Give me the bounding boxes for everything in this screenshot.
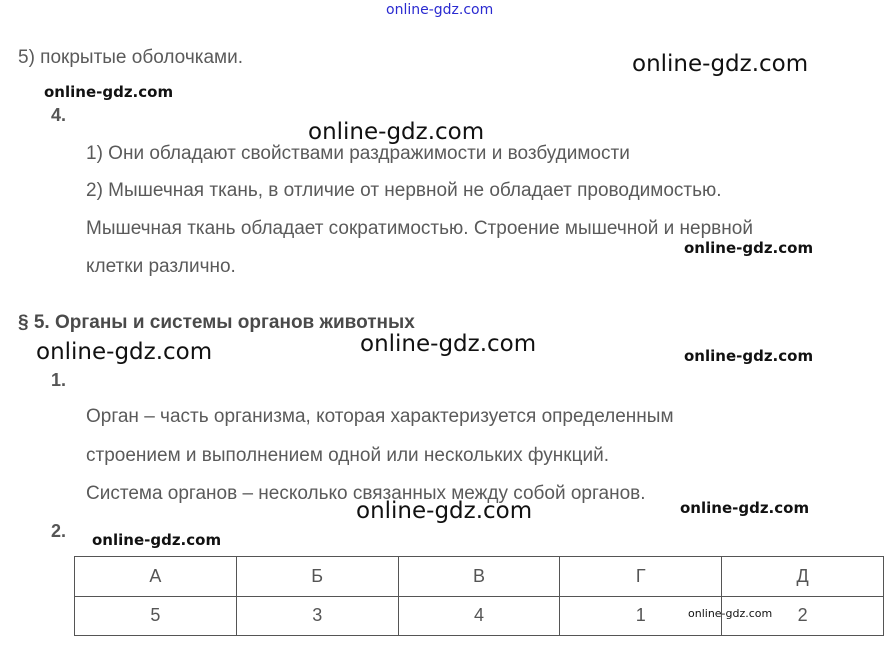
watermark: online-gdz.com (680, 499, 810, 517)
watermark: online-gdz.com (356, 498, 533, 524)
question-number: 1. (51, 370, 67, 390)
table-header-row (75, 557, 884, 597)
answer-line: строением и выполнением одной или нескольких функций. (86, 445, 609, 466)
watermark: online-gdz.com (684, 239, 814, 257)
answer-line: Мышечная ткань обладает сократимостью. Строение мышечной и нервной (86, 218, 753, 239)
answer-line: 2) Мышечная ткань, в отличие от нервной не обладает проводимостью. (86, 180, 722, 201)
answer-line: Орган – часть организма, которая характеризуется определенным (86, 406, 674, 427)
question-number: 4. (51, 105, 67, 125)
answer-line: 1) Они обладают свойствами раздражимости и возбудимости (86, 143, 630, 164)
section-title: § 5. Органы и системы органов животных (18, 312, 415, 333)
table-header-cell: Д (722, 557, 884, 597)
table-cell: 1 (560, 596, 722, 636)
table-header-cell: Б (236, 557, 398, 597)
table-cell: 5 (75, 596, 237, 636)
watermark: online-gdz.com (92, 531, 222, 549)
watermark: online-gdz.com (632, 51, 809, 77)
watermark: online-gdz.com (688, 607, 773, 620)
question-number: 2. (51, 521, 67, 541)
answer-line: Система органов – несколько связанных между собой органов. (86, 483, 646, 504)
table-cell: 4 (398, 596, 560, 636)
answer-table (74, 556, 884, 636)
table-header-cell: А (75, 557, 237, 597)
watermark: online-gdz.com (44, 83, 174, 101)
prev-item-5: 5) покрытые оболочками. (18, 47, 243, 68)
answer-line: клетки различно. (86, 256, 236, 277)
table-cell: 2 (722, 596, 884, 636)
watermark-top: online-gdz.com (386, 2, 494, 18)
watermark: online-gdz.com (308, 119, 485, 145)
watermark: online-gdz.com (684, 347, 814, 365)
table-header-cell: Г (560, 557, 722, 597)
watermark: online-gdz.com (360, 331, 537, 357)
table-header-cell: В (398, 557, 560, 597)
watermark: online-gdz.com (36, 339, 213, 365)
table-cell: 3 (236, 596, 398, 636)
